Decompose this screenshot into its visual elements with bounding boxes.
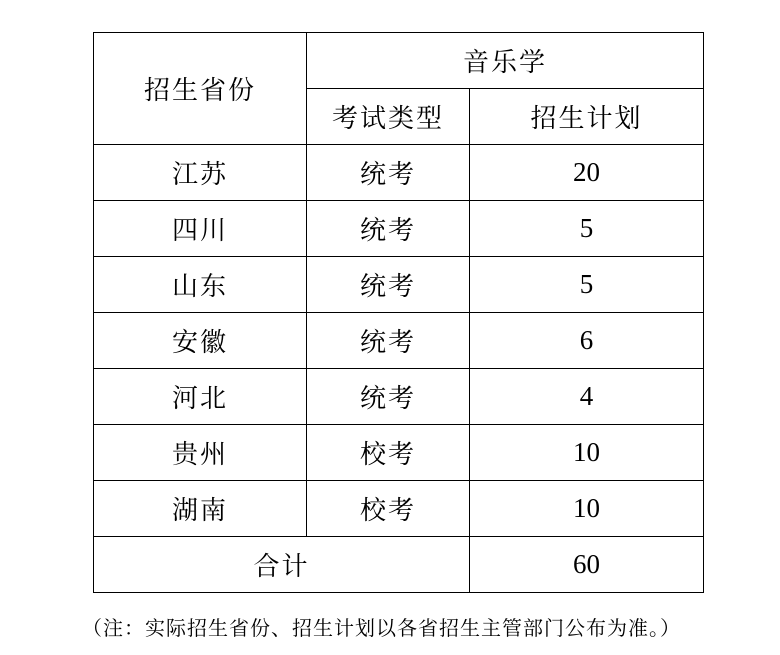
exam-type-cell: 统考 <box>307 257 470 313</box>
footnote: （注：实际招生省份、招生计划以各省招生主管部门公布为准。） <box>82 616 681 640</box>
plan-cell: 20 <box>470 145 704 201</box>
table-row <box>94 257 704 313</box>
header-province: 招生省份 <box>94 33 307 145</box>
exam-type-cell: 校考 <box>307 481 470 537</box>
province-cell: 湖南 <box>94 481 307 537</box>
table-row <box>94 425 704 481</box>
province-cell: 江苏 <box>94 145 307 201</box>
header-exam-type: 考试类型 <box>307 89 470 145</box>
plan-cell: 5 <box>470 257 704 313</box>
table-row <box>94 201 704 257</box>
table-row <box>94 369 704 425</box>
table-row <box>94 313 704 369</box>
plan-cell: 6 <box>470 313 704 369</box>
province-cell: 河北 <box>94 369 307 425</box>
exam-type-cell: 统考 <box>307 313 470 369</box>
province-cell: 安徽 <box>94 313 307 369</box>
table-row <box>94 145 704 201</box>
exam-type-cell: 统考 <box>307 201 470 257</box>
province-cell: 山东 <box>94 257 307 313</box>
total-value: 60 <box>470 537 704 593</box>
total-row <box>94 537 704 593</box>
header-major: 音乐学 <box>307 33 704 89</box>
exam-type-cell: 统考 <box>307 369 470 425</box>
province-cell: 四川 <box>94 201 307 257</box>
header-row-1 <box>94 33 704 89</box>
exam-type-cell: 校考 <box>307 425 470 481</box>
plan-cell: 4 <box>470 369 704 425</box>
plan-cell: 10 <box>470 425 704 481</box>
province-cell: 贵州 <box>94 425 307 481</box>
header-plan: 招生计划 <box>470 89 704 145</box>
exam-type-cell: 统考 <box>307 145 470 201</box>
enrollment-plan-table <box>93 32 704 593</box>
plan-cell: 5 <box>470 201 704 257</box>
total-label: 合计 <box>94 537 470 593</box>
plan-cell: 10 <box>470 481 704 537</box>
table-row <box>94 481 704 537</box>
